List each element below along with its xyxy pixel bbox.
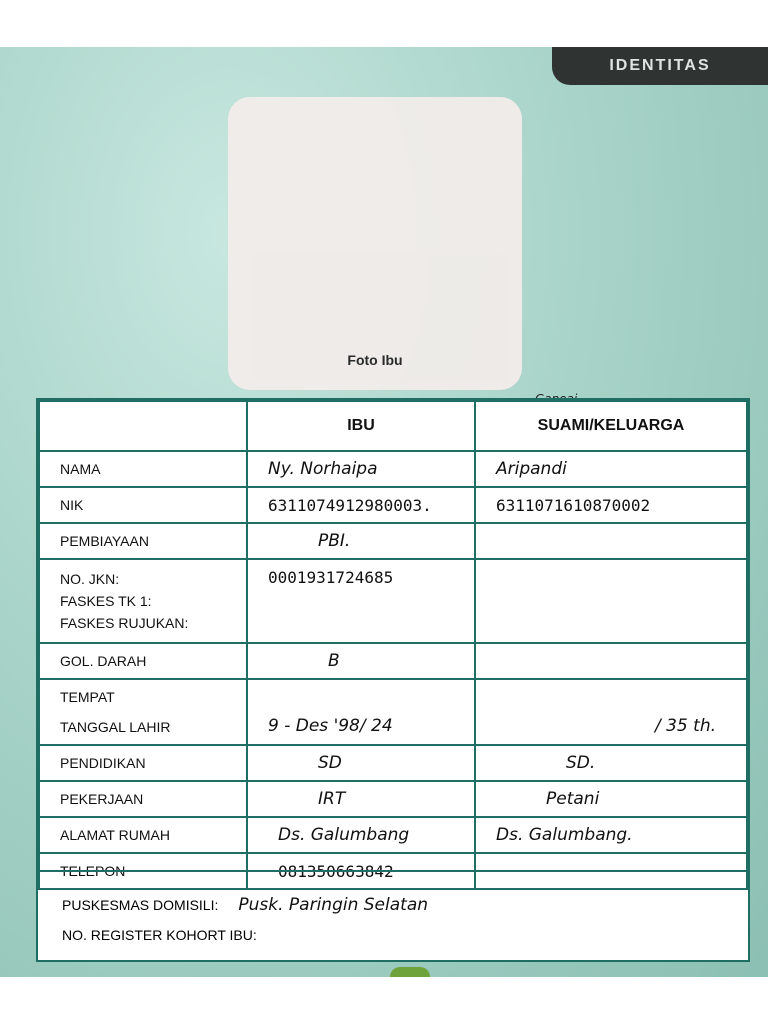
ibu-pekerjaan: IRT [247,781,475,817]
table-row [39,817,747,853]
ibu-name: Ny. Norhaipa [247,451,475,487]
identity-table [38,400,748,890]
row-label: ALAMAT RUMAH [39,817,247,853]
table-row [39,745,747,781]
identity-card [36,398,750,962]
table-header-row [39,401,747,451]
suami-pembiayaan [475,523,747,559]
section-tab: IDENTITAS [552,47,768,85]
suami-pendidikan: SD. [475,745,747,781]
table-row [39,523,747,559]
decorative-shape [390,967,430,977]
register-label: NO. REGISTER KOHORT IBU: [62,927,257,943]
puskesmas-label: PUSKESMAS DOMISILI: [62,897,219,913]
header-blank-cell [39,401,247,451]
register-line [62,920,748,950]
row-label: PEKERJAAN [39,781,247,817]
row-label: FASKES RUJUKAN: [60,615,189,631]
row-label-multi [39,679,247,745]
row-label-multi [39,559,247,643]
row-label: GOL. DARAH [39,643,247,679]
row-label: TEMPAT [60,689,115,705]
ibu-goldarah: B [247,643,475,679]
suami-goldarah [475,643,747,679]
row-label: TELEPON [39,853,247,889]
puskesmas-line [62,890,748,920]
ibu-nik: 6311074912980003. [247,487,475,523]
table-row [39,487,747,523]
table-row [39,781,747,817]
card-footer [38,870,748,960]
row-label: NIK [39,487,247,523]
row-label: FASKES TK 1: [60,593,152,609]
ibu-telepon: 081350663842 [247,853,475,889]
suami-jkn [475,559,747,643]
suami-pekerjaan: Petani [475,781,747,817]
ibu-pembiayaan: PBI. [247,523,475,559]
table-row [39,679,747,745]
header-ibu: IBU [247,401,475,451]
row-label: NO. JKN: [60,571,120,587]
row-label: PEMBIAYAAN [39,523,247,559]
row-label: NAMA [39,451,247,487]
ibu-pendidikan: SD [247,745,475,781]
row-label: TANGGAL LAHIR [60,719,171,735]
photo-label: Foto Ibu [347,352,403,368]
table-row [39,451,747,487]
puskesmas-value: Pusk. Paringin Selatan [238,895,429,915]
table-row [39,559,747,643]
suami-ttl: / 35 th. [475,679,747,745]
ibu-jkn: 0001931724685 [247,559,475,643]
suami-alamat: Ds. Galumbang. [475,817,747,853]
suami-name: Aripandi [475,451,747,487]
ibu-ttl: 9 - Des '98/ 24 [247,679,475,745]
header-suami: SUAMI/KELUARGA [475,401,747,451]
suami-nik: 6311071610870002 [475,487,747,523]
row-label: PENDIDIKAN [39,745,247,781]
table-row [39,643,747,679]
ibu-alamat: Ds. Galumbang [247,817,475,853]
photo-placeholder [228,97,522,390]
